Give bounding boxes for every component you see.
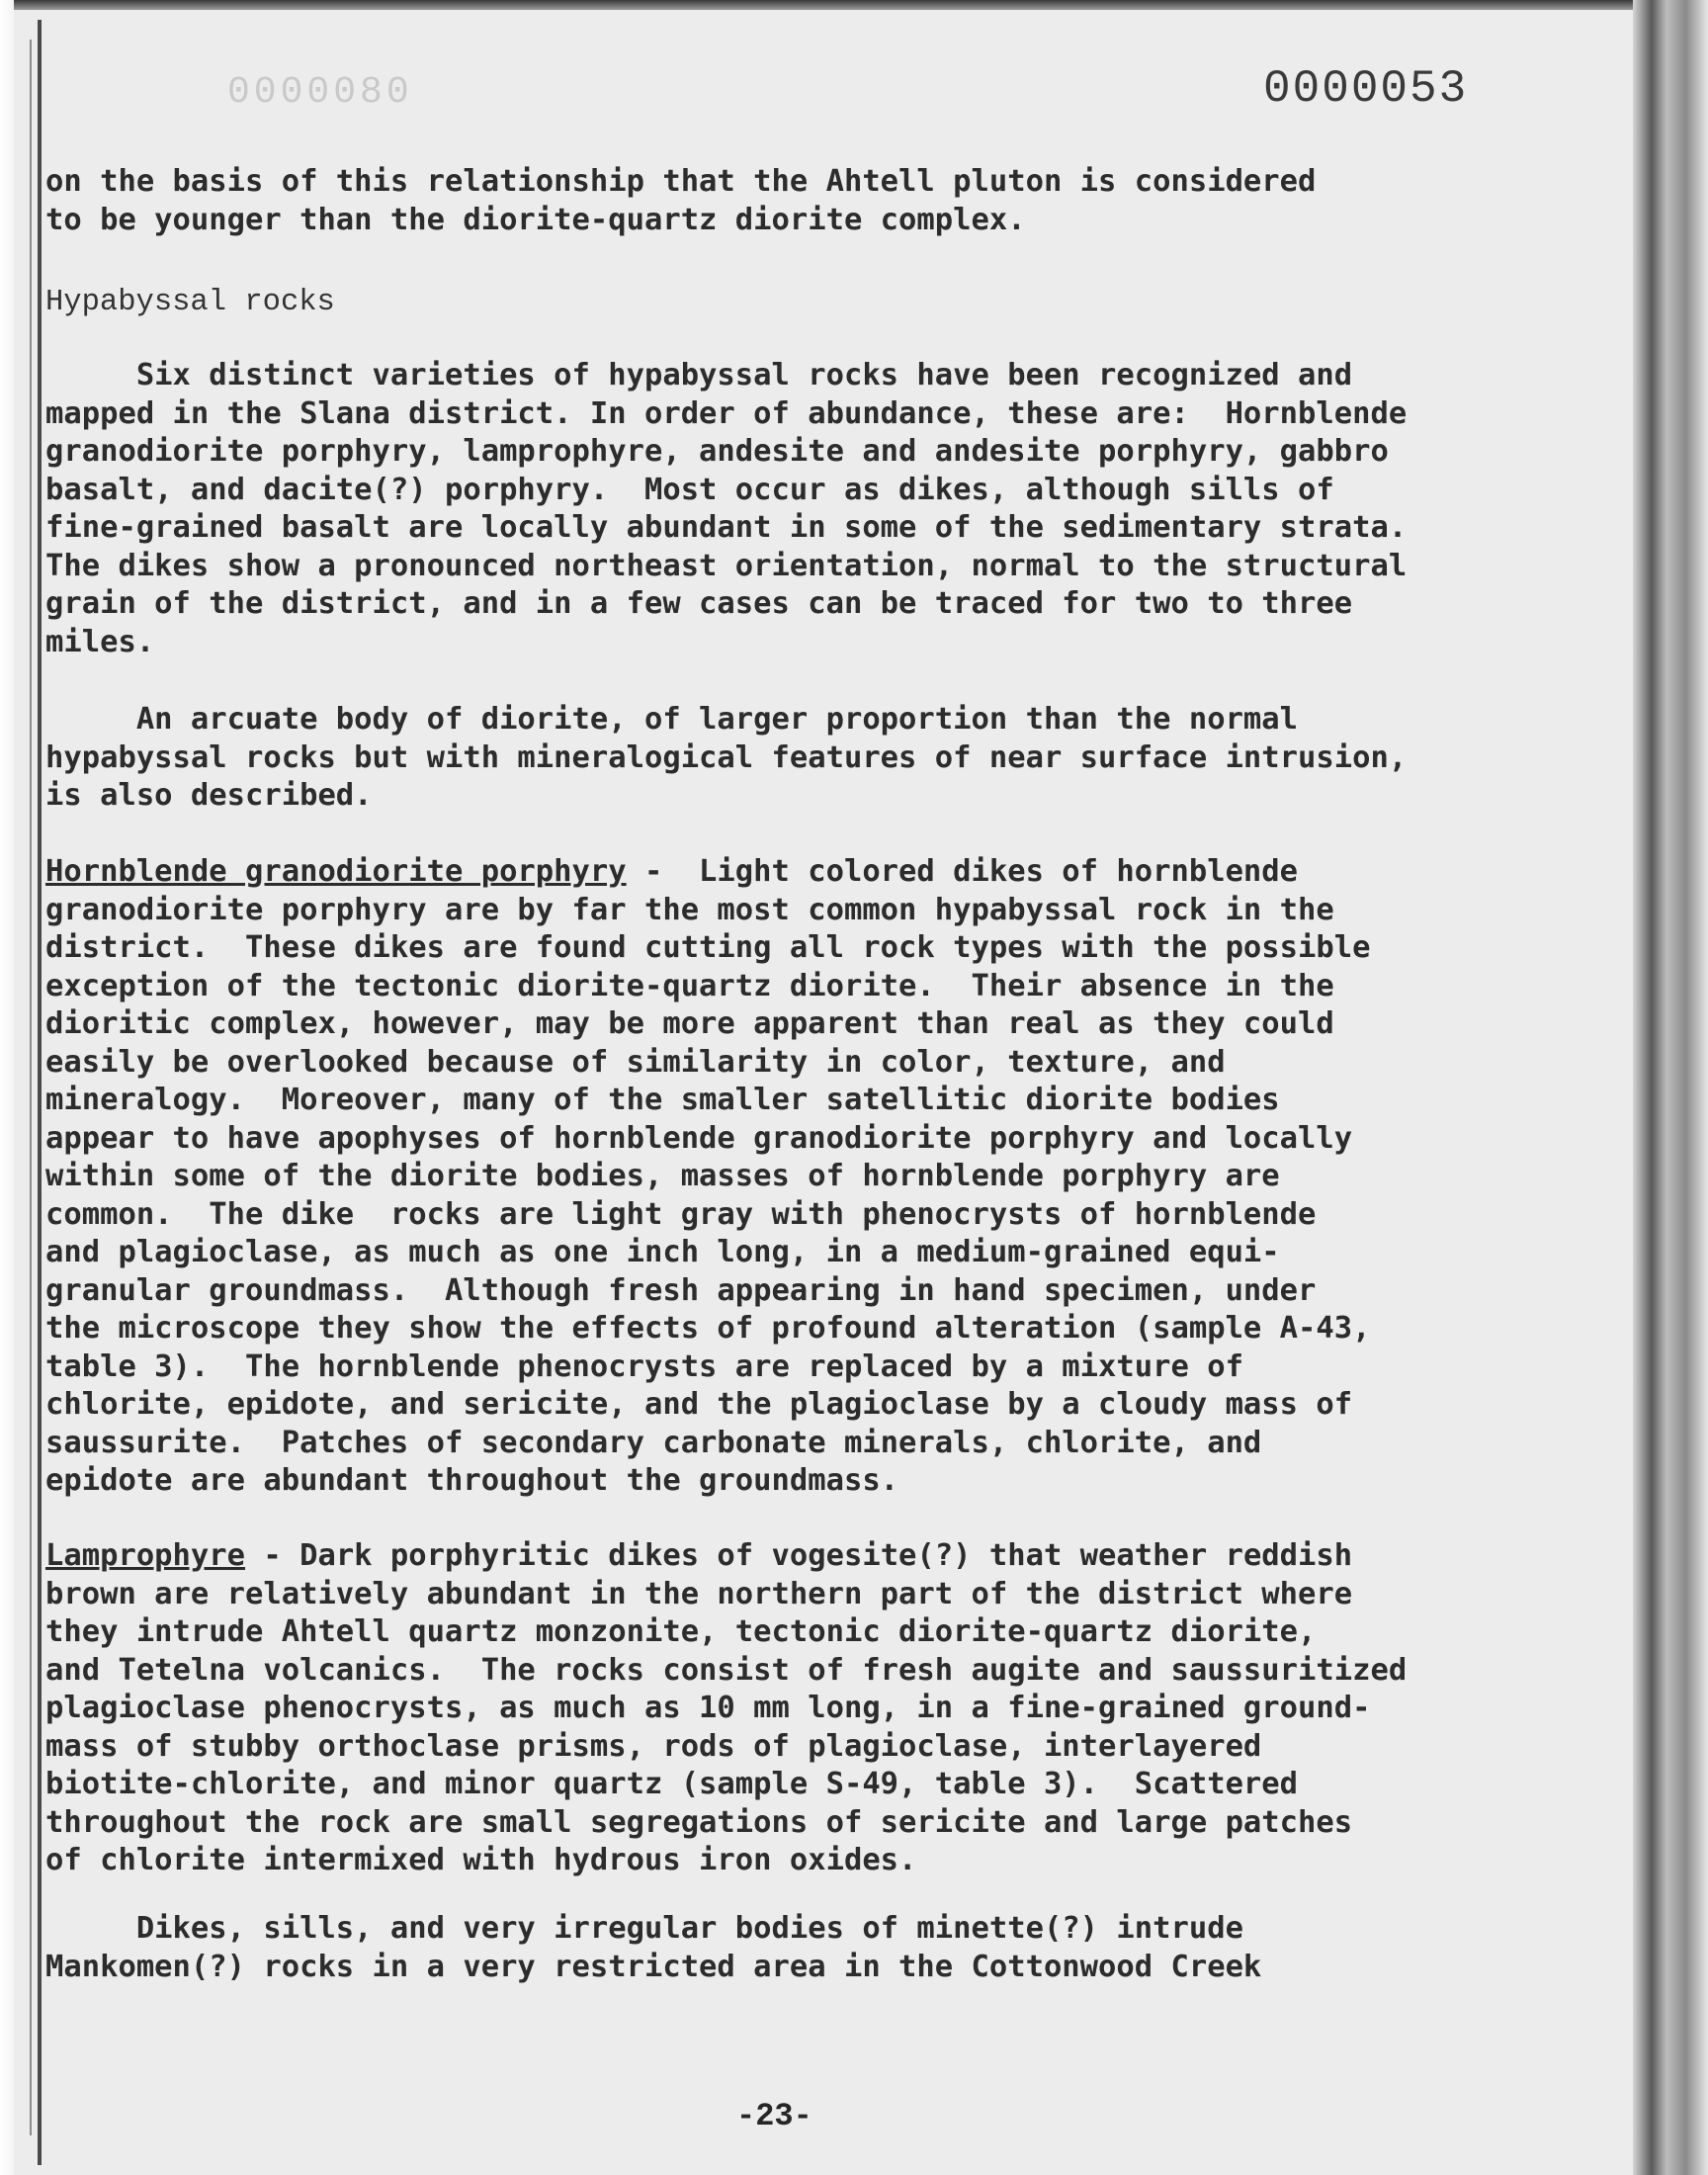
paragraph-hornblende-porphyry — [45, 853, 1587, 1501]
text-line: saussurite. Patches of secondary carbonate minerals, chlorite, and — [45, 1425, 1262, 1460]
text-line: appear to have apophyses of hornblende granodiorite porphyry and locally — [45, 1120, 1353, 1156]
text-line: table 3). The hornblende phenocrysts are replaced by a mixture of — [45, 1348, 1243, 1384]
text-line: throughout the rock are small segregations of sericite and large patches — [45, 1804, 1353, 1840]
subsection-term: Hornblende granodiorite porphyry — [45, 854, 627, 889]
text-line: Mankomen(?) rocks in a very restricted area in the Cottonwood Creek — [45, 1949, 1262, 1984]
paragraph-continuation — [45, 163, 1587, 239]
text-line: miles. — [45, 624, 155, 659]
text-line: plagioclase phenocrysts, as much as 10 mm long, in a fine-grained ground- — [45, 1691, 1371, 1725]
text-line: Dikes, sills, and very irregular bodies of minette(?) intrude — [45, 1911, 1243, 1946]
text-line: basalt, and dacite(?) porphyry. Most occur as dikes, although sills of — [45, 472, 1334, 507]
scan-left-edge — [0, 0, 14, 2175]
text-line: mapped in the Slana district. In order of abundance, these are: Hornblende — [45, 395, 1408, 431]
bleed-through-number: 0000080 — [227, 71, 413, 114]
text-line: hypabyssal rocks but with mineralogical features of near surface intrusion, — [45, 740, 1408, 775]
subsection-term: Lamprophyre — [45, 1538, 245, 1573]
document-number: 0000053 — [1263, 63, 1469, 115]
text-line: epidote are abundant throughout the groundmass. — [45, 1463, 899, 1498]
text-line: chlorite, epidote, and sericite, and the plagioclase by a cloudy mass of — [45, 1387, 1353, 1422]
text-line: is also described. — [45, 778, 373, 813]
text-line: dioritic complex, however, may be more apparent than real as they could — [45, 1006, 1334, 1041]
paragraph-lamprophyre — [45, 1537, 1587, 1880]
text-line: The dikes show a pronounced northeast orientation, normal to the structural — [45, 548, 1408, 583]
text-line: and Tetelna volcanics. The rocks consist of fresh augite and saussuritized — [45, 1652, 1408, 1688]
text-line: of chlorite intermixed with hydrous iron oxides. — [45, 1843, 917, 1877]
text-line: to be younger than the diorite-quartz diorite complex. — [45, 202, 1026, 237]
paragraph-minette — [45, 1910, 1587, 1986]
text-line: on the basis of this relationship that the Ahtell pluton is considered — [45, 164, 1317, 199]
text-line: mineralogy. Moreover, many of the smaller satellitic diorite bodies — [45, 1083, 1280, 1117]
text-line: district. These dikes are found cutting all rock types with the possible — [45, 930, 1371, 965]
text-line: fine-grained basalt are locally abundant in some of the sedimentary strata. — [45, 510, 1408, 545]
text-line: granodiorite porphyry are by far the most common hypabyssal rock in the — [45, 892, 1334, 927]
scan-top-edge — [0, 0, 1708, 10]
text-line: the microscope they show the effects of profound alteration (sample A-43, — [45, 1311, 1371, 1346]
text-line: brown are relatively abundant in the northern part of the district where — [45, 1576, 1353, 1611]
section-heading: Hypabyssal rocks — [45, 286, 335, 319]
text-line: - Dark porphyritic dikes of vogesite(?) that weather reddish — [245, 1538, 1353, 1573]
scan-right-edge — [1633, 0, 1708, 2175]
text-line: mass of stubby orthoclase prisms, rods of plagioclase, interlayered — [45, 1728, 1262, 1764]
text-line: easily be overlooked because of similarity in color, texture, and — [45, 1044, 1226, 1080]
text-line: common. The dike rocks are light gray with phenocrysts of hornblende — [45, 1196, 1317, 1232]
text-line: An arcuate body of diorite, of larger proportion than the normal — [45, 702, 1299, 737]
text-line: within some of the diorite bodies, masses of hornblende porphyry are — [45, 1159, 1280, 1193]
text-line: - Light colored dikes of hornblende — [626, 854, 1299, 889]
text-line: and plagioclase, as much as one inch long, in a medium-grained equi- — [45, 1235, 1280, 1269]
text-line: Six distinct varieties of hypabyssal rocks have been recognized and — [45, 358, 1353, 392]
binding-rule — [38, 20, 42, 2165]
text-line: granular groundmass. Although fresh appearing in hand specimen, under — [45, 1272, 1317, 1308]
text-line: granodiorite porphyry, lamprophyre, andesite and andesite porphyry, gabbro — [45, 434, 1389, 469]
binding-rule-faint — [30, 40, 32, 2135]
paragraph-arcuate-body — [45, 701, 1587, 816]
text-line: they intrude Ahtell quartz monzonite, tectonic diorite-quartz diorite, — [45, 1614, 1317, 1649]
text-line: biotite-chlorite, and minor quartz (sample S-49, table 3). Scattered — [45, 1767, 1299, 1801]
text-line: grain of the district, and in a few cases can be traced for two to three — [45, 586, 1353, 621]
page-number: -23- — [736, 2098, 812, 2134]
text-line: exception of the tectonic diorite-quartz diorite. Their absence in the — [45, 968, 1334, 1003]
paragraph-varieties — [45, 357, 1587, 661]
